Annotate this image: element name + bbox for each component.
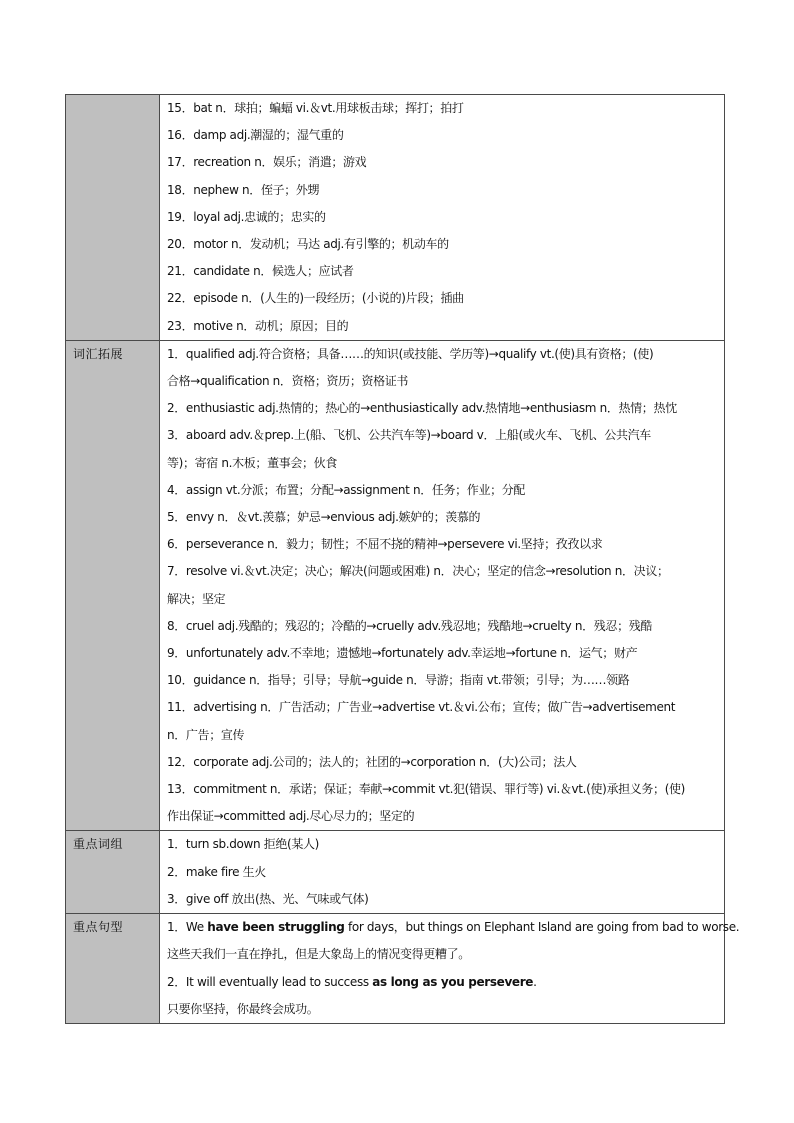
sentence-text: 1．We: [167, 920, 208, 935]
row-label-empty: [66, 95, 160, 341]
list-item: n．广告；宣传: [167, 727, 245, 742]
list-item: 10．guidance n．指导；引导；导航→guide n．导游；指南 vt.带领；引导；为……领路: [167, 673, 630, 688]
list-item: 4．assign vt.分派；布置；分配→assignment n．任务；作业；分配: [167, 482, 526, 497]
sentence-bold-phrase: have been struggling: [207, 920, 345, 935]
list-item: 2．enthusiastic adj.热情的；热心的→enthusiastically adv.热情地→enthusiasm n．热情；热忱: [167, 401, 677, 416]
list-item: 3．aboard adv.＆prep.上(船、飞机、公共汽车等)→board v．上船(或火车、飞机、公共汽车: [167, 428, 651, 443]
list-item: 解决；坚定: [167, 591, 226, 606]
list-item: 21．candidate n．候选人；应试者: [167, 264, 354, 279]
row-label-key-phrases: 重点词组: [66, 831, 160, 914]
list-item: 18．nephew n．侄子；外甥: [167, 182, 320, 197]
list-item: 作出保证→committed adj.尽心尽力的；坚定的: [167, 809, 415, 824]
list-item: 6．perseverance n．毅力；韧性；不屈不挠的精神→persevere vi.坚持；孜孜以求: [167, 537, 603, 552]
list-item: 等)；寄宿 n.木板；董事会；伙食: [167, 455, 337, 470]
list-item: 1．turn sb.down 拒绝(某人): [167, 837, 319, 852]
key-phrases-cell: [160, 831, 725, 914]
sentence-bold-phrase: as long as you persevere: [372, 974, 534, 989]
list-item: 3．give off 放出(热、光、气味或气体): [167, 891, 369, 906]
table-row-key-phrases: [66, 831, 725, 914]
sentence-translation: 只要你坚持，你最终会成功。: [167, 1001, 319, 1016]
list-item: 23．motive n．动机；原因；目的: [167, 318, 349, 333]
table-row-key-sentences: [66, 914, 725, 1024]
list-item: 17．recreation n．娱乐；消遣；游戏: [167, 155, 367, 170]
list-item: 19．loyal adj.忠诚的；忠实的: [167, 209, 326, 224]
sentence-translation: 这些天我们一直在挣扎，但是大象岛上的情况变得更糟了。: [167, 947, 470, 962]
sentence-english: [167, 969, 720, 996]
vocabulary-table: [65, 94, 740, 1024]
list-item: 2．make fire 生火: [167, 864, 266, 879]
vocab-expansion-cell: [160, 340, 725, 831]
list-item: 12．corporate adj.公司的；法人的；社团的→corporation n．(大)公司；法人: [167, 754, 577, 769]
table-row-vocab-expansion: [66, 340, 725, 831]
row-label-key-sentences: 重点句型: [66, 914, 160, 1024]
row-label-vocab-expansion: 词汇拓展: [66, 340, 160, 831]
list-item: 13．commitment n．承诺；保证；奉献→commit vt.犯(错误、罪行等) vi.＆vt.(使)承担义务；(使): [167, 782, 686, 797]
list-item: 11．advertising n．广告活动；广告业→advertise vt.＆vi.公布；宣传；做广告→advertisement: [167, 700, 676, 715]
list-item: 16．damp adj.潮湿的；湿气重的: [167, 128, 344, 143]
list-item: 9．unfortunately adv.不幸地；遗憾地→fortunately adv.幸运地→fortune n．运气；财产: [167, 646, 638, 661]
list-item: 1．qualified adj.符合资格；具备……的知识(或技能、学历等)→qualify vt.(使)具有资格；(使): [167, 346, 654, 361]
list-item: 20．motor n．发动机；马达 adj.有引擎的；机动车的: [167, 237, 449, 252]
key-sentences-cell: [160, 914, 740, 1024]
list-item: 7．resolve vi.＆vt.决定；决心；解决(问题或困难) n．决心；坚定的信念→resolution n．决议；: [167, 564, 669, 579]
sentence-text: for days，but things on Elephant Island are going from bad to worse.: [344, 920, 740, 935]
list-item: 8．cruel adj.残酷的；残忍的；冷酷的→cruelly adv.残忍地；残酷地→cruelty n．残忍；残酷: [167, 618, 653, 633]
sentence-text: 2．It will eventually lead to success: [167, 974, 373, 989]
list-item: 22．episode n．(人生的)一段经历；(小说的)片段；插曲: [167, 291, 464, 306]
sentence-english: [167, 914, 740, 941]
list-item: 合格→qualification n．资格；资历；资格证书: [167, 374, 409, 389]
word-list-cell: [160, 95, 725, 341]
list-item: 5．envy n．＆vt.羡慕；妒忌→envious adj.嫉妒的；羡慕的: [167, 510, 481, 525]
list-item: 15．bat n．球拍；蝙蝠 vi.＆vt.用球板击球；挥打；拍打: [167, 101, 464, 115]
table-row-word-list: [66, 95, 725, 341]
sentence-text: .: [533, 974, 537, 989]
